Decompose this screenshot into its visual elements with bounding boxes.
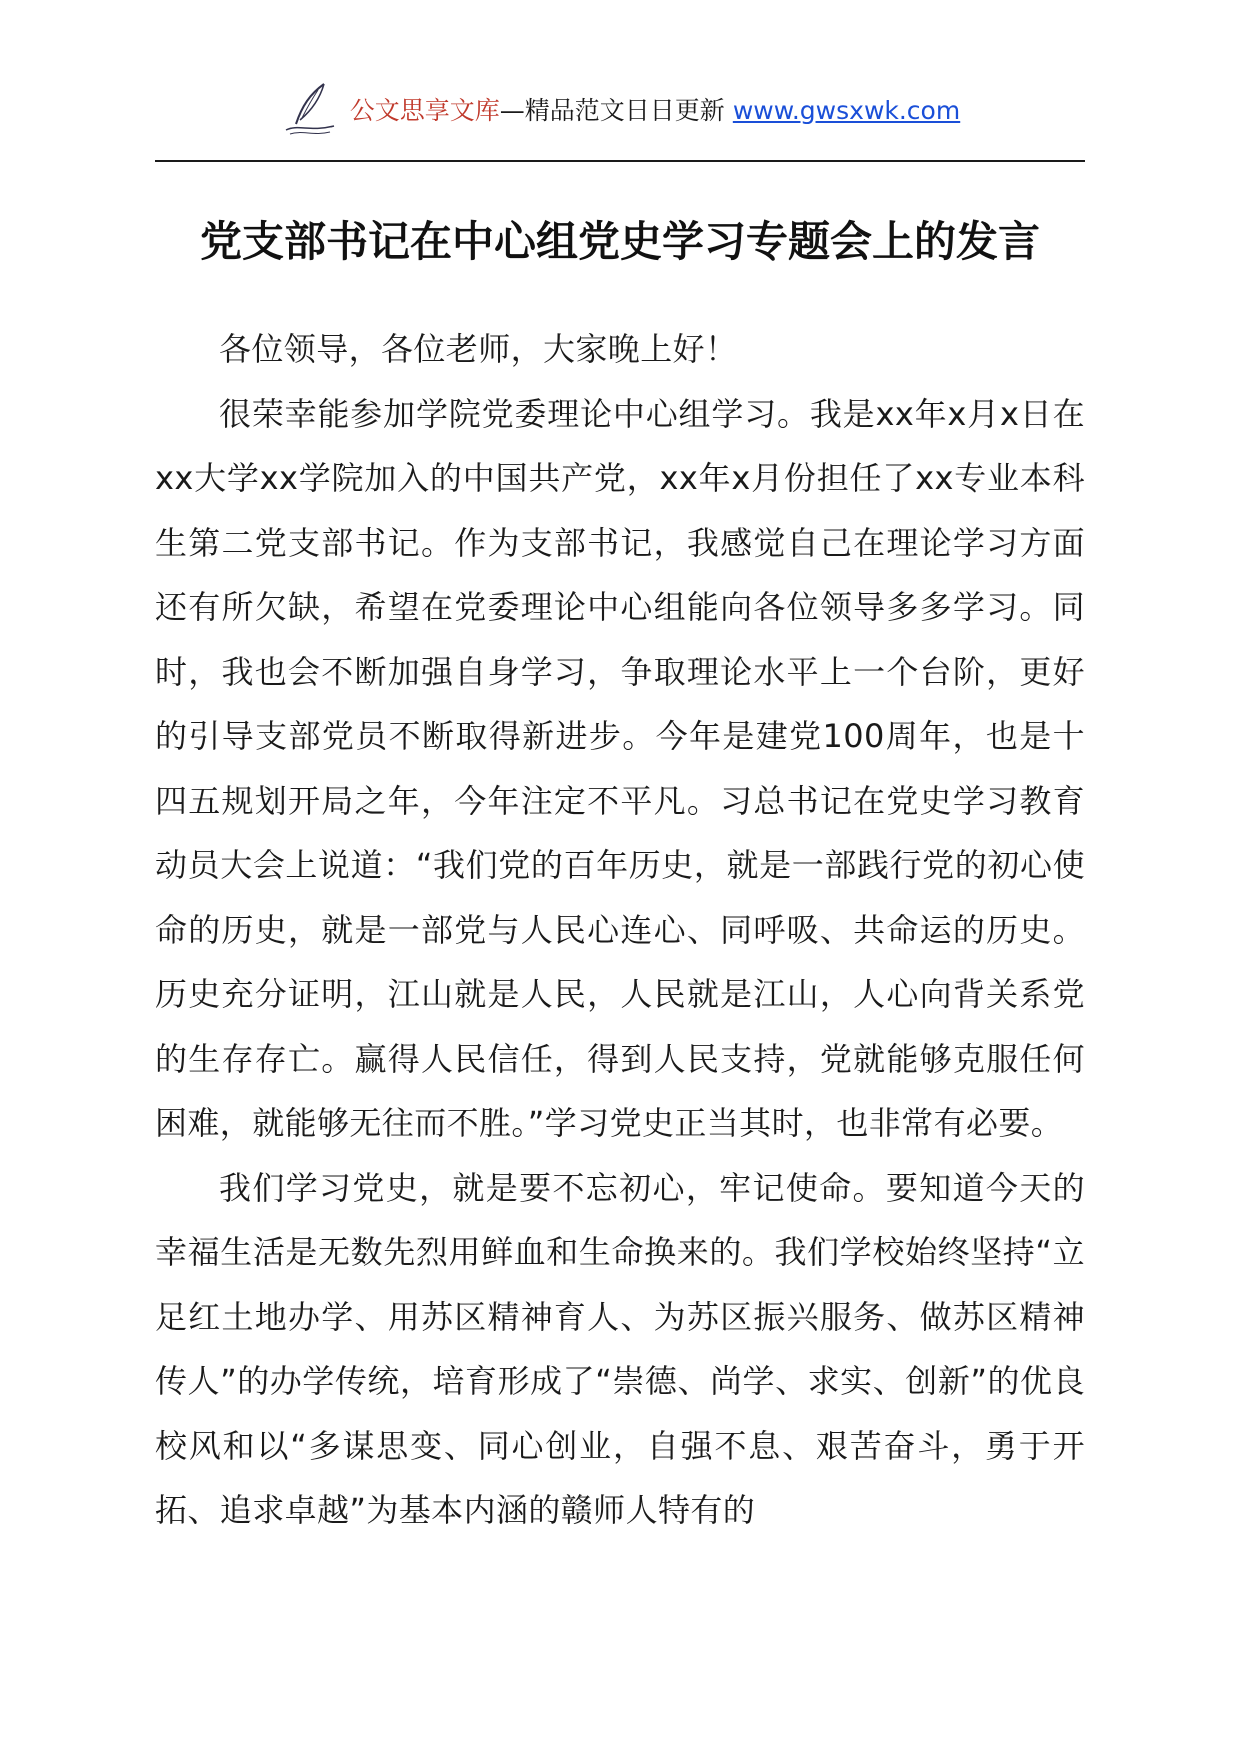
document-title: 党支部书记在中心组党史学习专题会上的发言 [199,217,1040,266]
header-divider [155,160,1085,162]
site-name: 公文思享文库 [349,95,500,125]
header-text [349,95,961,125]
paragraph: 各位领导，各位老师，大家晚上好！ [219,330,738,368]
header-slogan: —精品范文日日更新 [499,95,725,125]
paragraph: 我们学习党史，就是要不忘初心，牢记使命。要知道今天的幸福生活是无数先烈用鲜血和生命换来的。我们学校始终坚持“立足红土地办学、用苏区精神育人、为苏区振兴服务、做苏区精神传人”的办学传统，培育形成了“崇德、尚学、求实、创新”的优良校风和以“多谋思变、同心创业，自强不息、艰苦奋斗，勇于开拓、追求卓越”为基本内涵的赣师人特有的 [155,1168,1085,1529]
site-url-link[interactable]: www.gwsxwk.com [732,95,961,125]
page-header [155,70,1085,150]
document-body [155,317,1085,1543]
paragraph: 很荣幸能参加学院党委理论中心组学习。我是xx年x月x日在xx大学xx学院加入的中国共产党，xx年x月份担任了xx专业本科生第二党支部书记。作为支部书记，我感觉自己在理论学习方面还有所欠缺，希望在党委理论中心组能向各位领导多多学习。同时，我也会不断加强自身学习，争取理论水平上一个台阶，更好的引导支部党员不断取得新进步。今年是建党100周年，也是十四五规划开局之年，今年注定不平凡。习总书记在党史学习教育动员大会上说道：“我们党的百年历史，就是一部践行党的初心使命的历史，就是一部党与人民心连心、同呼吸、共命运的历史。历史充分证明，江山就是人民，人民就是江山，人心向背关系党的生存存亡。赢得人民信任，得到人民支持，党就能够克服任何困难，就能够无往而不胜。”学习党史正当其时，也非常有必要。 [155,394,1085,1142]
quill-pen-icon [280,80,340,140]
